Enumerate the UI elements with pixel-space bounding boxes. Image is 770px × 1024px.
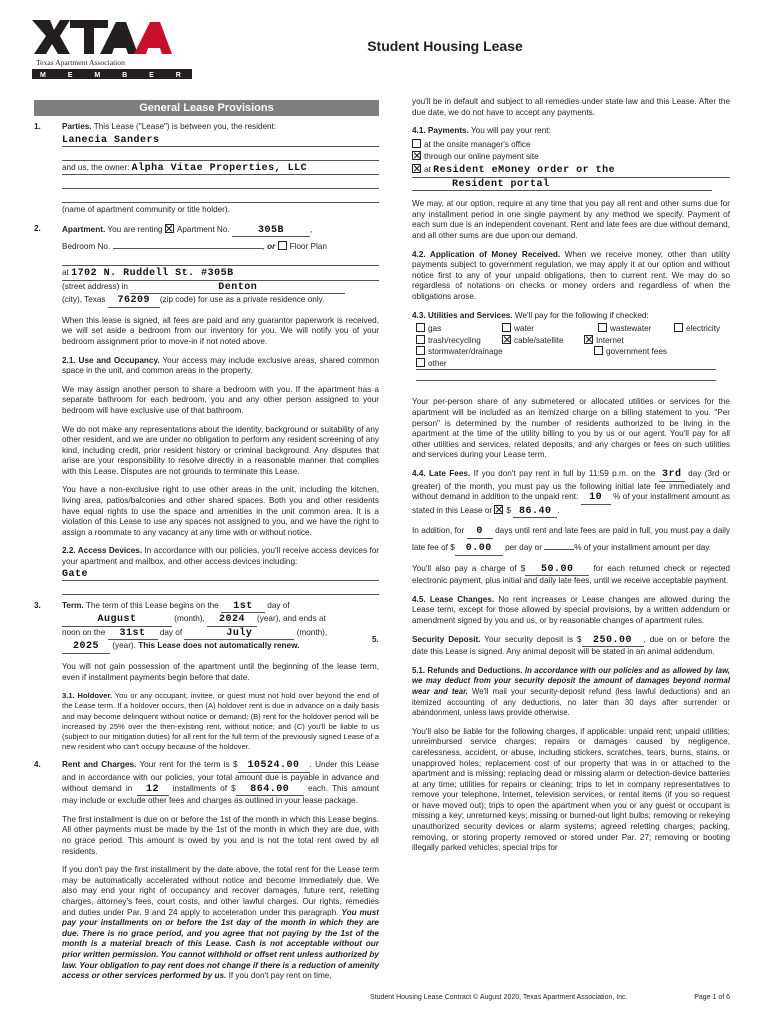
page-number: Page 1 of 6 bbox=[694, 994, 730, 1001]
city-field[interactable]: Denton bbox=[218, 281, 258, 293]
paragraph-term: 3. Term. The term of this Lease begins on the 1st day of August (month), 2024 (year), and ends at noon on the 31st day of July (month), 2025 (year). This Lease does not automatically renew. You will not gain possession of the apartment until the beginning of the lease term, even if installment payments begin before that date. 3.1. Holdover. You or any occupant, invitee, or guest must not hold over beyond the end of the Lease term. If a holdover occurs, then (A) holdover rent is due in advance on a daily basis and may become delinquent without notice or demand; (B) rent for the holdover period will be increased by 25% over the then-existing rent, without notice; and (C) you'll be liable to us (subject to our mitigation duties) for all rent for the full term of the previously signed Lease of a new resident who can't occupy because of the holdover. bbox=[34, 600, 379, 752]
page-title: Student Housing Lease bbox=[367, 38, 523, 54]
logo-member: M E M B E R bbox=[40, 72, 191, 79]
owner-name-field[interactable]: Alpha Vitae Properties, LLC bbox=[131, 162, 308, 174]
daily-fee-days-field[interactable]: 0 bbox=[476, 526, 483, 538]
end-year-field[interactable]: 2025 bbox=[72, 641, 99, 653]
apartment-no-checkbox[interactable] bbox=[165, 224, 174, 233]
apartment-number-field[interactable]: 305B bbox=[257, 224, 284, 236]
util-stormwater-checkbox[interactable] bbox=[416, 346, 425, 355]
left-column bbox=[34, 100, 379, 990]
daily-fee-field[interactable]: 0.00 bbox=[465, 543, 492, 554]
util-wastewater-checkbox[interactable] bbox=[598, 323, 607, 332]
owner-caption: (name of apartment community or title holder). bbox=[62, 205, 230, 215]
paragraph-security-deposit: 5. Security Deposit. Your security deposit is $ 250.00 , due on or before the date this Lease is signed. Any animal deposit will be stated in an animal addendum. 5.1. Refunds and Deductions. In accordance with our policies and as allowed by law, we may deduct from your security deposit the amount of damages beyond normal wear and tear. We'll mail your security-deposit refund (less lawful deductions) and an itemized accounting of any deductions, no later than 30 days after surrender or abandonment, unless laws provide otherwise. You'll also be liable for the following charges, if applicable: unpaid rent; unpaid utilities; unreimbursed service charges; repairs or damages caused by negligence, carelessness, accident, or abuse, including stickers, scratches, tears, burns, stains, or unapproved holes; replacement cost of our property that was in or attached to the apartment and is missing; replacing dead or missing alarm or detection-device batteries at any time; utilities for repairs or cleaning; trips to let in company representatives to remove your telephone, Internet, television services, or rental items (if you so request or have moved out); trips to open the apartment when you or any guest or occupant is missing a key; unreturned keys; missing or burned-out light bulbs; removing or rekeying unauthorized security devices or alarm systems; agreed reletting charges; packing, removing, or storing property removed or stored under Par. 27; removing or booting illegally parked vehicles; special trips for bbox=[372, 634, 731, 853]
returned-check-fee-field[interactable]: 50.00 bbox=[541, 563, 574, 575]
access-devices-field[interactable]: Gate bbox=[62, 568, 89, 580]
pay-office-checkbox[interactable] bbox=[412, 139, 421, 148]
end-month-field[interactable]: July bbox=[226, 627, 253, 639]
section-heading: General Lease Provisions bbox=[34, 100, 379, 116]
paragraph-apartment: 2. Apartment. You are renting Apartment No. 305B , Bedroom No. , or Floor Plan at 1702 N. Ruddell St. #305B (street address) in Denton (city), Texas 76209 (zip code) for use as a private residence only. When this lease is signed, all fees are paid and any guarantor paperwork is received, we will set aside a bedroom from our inventory for you. We will notify you of your bedroom assignment prior to move-in if not noted above. 2.1. Use and Occupancy. Your access may include exclusive areas, shared common space in the unit, and common areas in the property. We may assign another person to share a bedroom with you. If the apartment has a separate bathroom for each bedroom, you and any other person assigned to your bedroom will have exclusive use of that bathroom. We do not make any representations about the identity, background or suitability of any other resident, and we are under no obligation to perform any resident screening of any kind, including credit, prior resident history or criminal background. Any disputes that arise are your responsibility to resolve directly in a reasonable manner that complies with this Lease. Disputes are not grounds to terminate this Lease. You have a non-exclusive right to use other areas in the unit, including the kitchen, living area, patios/balconies and other shared spaces. Both you and other residents have equal rights to use the space and amenities in the unit common area. It is a violation of this Lease to use any spaces not assigned to you, and we have the right to assign a roommate to any vacancy at any time with or without notice. 2.2. Access Devices. In accordance with our policies, you'll receive access devices for your apartment and mailbox, and other access devices including: Gate bbox=[34, 224, 379, 595]
util-internet-checkbox[interactable] bbox=[584, 335, 593, 344]
zip-field[interactable]: 76209 bbox=[117, 295, 151, 307]
util-electricity-checkbox[interactable] bbox=[674, 323, 683, 332]
start-year-field[interactable]: 2024 bbox=[219, 614, 246, 626]
logo-wordmark: Texas Apartment Association bbox=[36, 58, 125, 67]
pay-other-field[interactable]: Resident eMoney order or the bbox=[433, 164, 616, 176]
security-deposit-field[interactable]: 250.00 bbox=[593, 634, 633, 646]
util-water-checkbox[interactable] bbox=[502, 323, 511, 332]
resident-name-field[interactable]: Lanecia Sanders bbox=[62, 134, 160, 146]
end-day-field[interactable]: 31st bbox=[119, 627, 146, 639]
footer-copyright: Student Housing Lease Contract © August 2020, Texas Apartment Association, Inc. bbox=[370, 994, 628, 1001]
start-month-field[interactable]: August bbox=[97, 614, 137, 626]
start-day-field[interactable]: 1st bbox=[233, 600, 253, 612]
paragraph-rent: 4. Rent and Charges. Your rent for the term is $ 10524.00 . Under this Lease and in accordance with our policies, your total amount due is payable in advance and without demand in 12 installments of $ 864.00 each. This amount may include or exclude other fees and charges as outlined in your lease package. The first installment is due on or before the 1st of the month in which this Lease begins. All other payments must be made by the 1st of the month in which they are due, with no grace period. This amount is owed by you and is not the total rent owed by all residents. If you don't pay the first installment by the date above, the total rent for the Lease term may be automatically accelerated without notice and become immediately due. We also may end your right of occupancy and recover damages, future rent, reletting charges, attorney's fees, court costs, and other lawful charges. Our rights, remedies and duties under Par. 9 and 24 apply to acceleration under this paragraph. You must pay your installments on or before the 1st day of the month in which they are due. There is no grace period, and you agree that not paying by the 1st of the month is a material breach of this Lease. Cash is not acceptable without our prior written permission. You cannot withhold or offset rent unless authorized by law. Your obligation to pay rent does not change if there is a reduction of amenity access or other services performed by us. If you don't pay rent on time, bbox=[34, 760, 380, 981]
util-other-checkbox[interactable] bbox=[416, 358, 425, 367]
floor-plan-checkbox[interactable] bbox=[278, 241, 287, 250]
street-address-field[interactable]: 1702 N. Ruddell St. #305B bbox=[71, 267, 234, 279]
util-gas-checkbox[interactable] bbox=[416, 323, 425, 332]
pay-other-checkbox[interactable] bbox=[412, 164, 421, 173]
pay-online-checkbox[interactable] bbox=[412, 151, 421, 160]
late-fee-day-field[interactable]: 3rd bbox=[662, 469, 682, 481]
late-fee-amount-field[interactable]: 86.40 bbox=[518, 505, 552, 517]
installment-amount-field[interactable]: 864.00 bbox=[250, 783, 290, 795]
paragraph-parties: 1. Parties. This Lease ("Lease") is between you, the resident: Lanecia Sanders and us, the owner: Alpha Vitae Properties, LLC (name of apartment community or title holder). bbox=[34, 122, 379, 216]
right-column: you'll be in default and subject to all remedies under state law and this Lease. After the due date, we do not have to accept any payments. 4.1. Payments. You will pay your rent: at the onsite manager's office through our online payment site at Resident eMoney order or the Resident portal We may, at our option, require at any time that you pay all rent and other sums due for any installment period in one single payment by any method we specify. Payment of each sum due is an independent covenant. Rent and late fees are due without demand, and all other sums are due upon our demand. 4.2. Application of Money Received. When we receive money, other than utility payments subject to government regulation, we may apply it at our option and without notice first to any of your unpaid obligations, then to current rent. We may do so regardless of notations on checks or money orders and regardless of when the obligations arose. 4.3. Utilities and Services. We'll pay for the following if checked: gas water wastewater electricity trash/recycling cable/satellite Internet stormwater/drainage government fees other Your per-person share of any submetered or allocated utilities or services for the apartment will be included as an itemized charge on a billing statement to you. "Per person" is determined by the number of residents authorized to be living in the apartment at the time of the utility billing to you by us or our agent. You'll pay for all other utilities and services, related deposits, and any charges or fees on such utilities and services during your Lease term. 4.4. Late Fees. If you don't pay rent in full by 11:59 p.m. on the 3rd day (3rd or greater) of the month, you must pay us the following initial late fee immediately and without demand in addition to the unpaid rent: 10 % of your installment amount as stated in this Lease or $ 86.40 . In addition, for 0 days until rent and late fees are paid in full, you must pay a daily late fee of $ 0.00 per day or % of your installment amount per day. You'll also pay a charge of $ 50.00 for each returned check or rejected electronic payment, plus initial and daily late fees, until we receive acceptable payment. 4.5. Lease Changes. No rent increases or Lease changes are allowed during the Lease term, except for those allowed by special provisions, by a written addendum or amendment signed by you and us, or by reasonable changes of apartment rules. 5. Security Deposit. Your security deposit is $ 250.00 , due on or before the date this Lease is signed. Any animal deposit will be stated in an animal addendum. 5.1. Refunds and Deductions. In accordance with our policies and as allowed by law, we may deduct from your security deposit the amount of damages beyond normal wear and tear. We'll mail your security-deposit refund (less lawful deductions) and an itemized accounting of any deductions, no later than 30 days after surrender or abandonment, unless laws provide otherwise. You'll also be liable for the following charges, if applicable: unpaid rent; unpaid utilities; unreimbursed service charges; repairs or damages caused by negligence, carelessness, accident, or abuse, including stickers, scratches, tears, burns, stains, or unapproved holes; replacement cost of our property that was in or attached to the apartment and is missing; replacing dead or missing alarm or detection-device batteries at any time; utilities for repairs or cleaning; trips to let in company representatives to remove your telephone, Internet, television services, or rental items (if you so request or have moved out); trips to open the apartment when you or any guest or occupant is missing a key; unreturned keys; missing or burned-out light bulbs; removing or rekeying unauthorized security devices or alarm systems; agreed reletting charges; packing, removing, or storing property removed or stored under Par. 27; removing or booting illegally parked vehicles; special trips for bbox=[372, 97, 731, 853]
late-fee-flat-checkbox[interactable] bbox=[494, 505, 503, 514]
late-fee-percent-field[interactable]: 10 bbox=[589, 492, 603, 504]
util-gov-checkbox[interactable] bbox=[594, 346, 603, 355]
util-trash-checkbox[interactable] bbox=[416, 335, 425, 344]
page-footer bbox=[370, 994, 730, 1001]
total-rent-field[interactable]: 10524.00 bbox=[247, 760, 300, 772]
util-cable-checkbox[interactable] bbox=[502, 335, 511, 344]
installments-field[interactable]: 12 bbox=[146, 783, 160, 795]
